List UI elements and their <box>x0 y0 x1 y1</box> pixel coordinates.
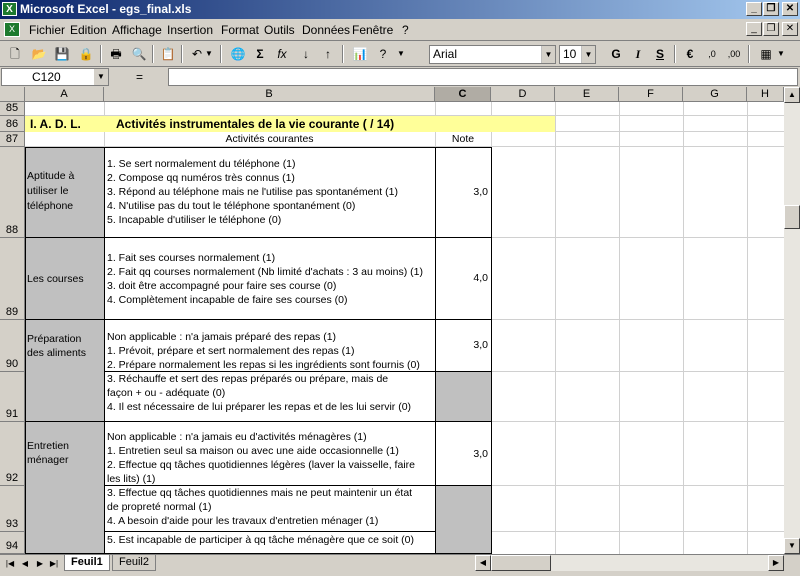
label-line: Aptitude à <box>27 170 75 182</box>
row-header-87[interactable] <box>0 132 25 147</box>
courses-items <box>107 251 423 307</box>
chevron-down-icon[interactable]: ▼ <box>541 46 555 63</box>
scroll-down-icon[interactable]: ▼ <box>784 538 800 554</box>
close-button[interactable]: ✕ <box>782 2 798 16</box>
row-header-94[interactable] <box>0 532 25 554</box>
autosum-icon[interactable]: Σ <box>256 47 264 61</box>
chevron-down-icon[interactable]: ▼ <box>94 69 108 85</box>
item-line: 5. Incapable d'utiliser le téléphone (0) <box>107 214 282 226</box>
font-size-select[interactable] <box>559 45 596 64</box>
item-line: 1. Prévoit, prépare et sert normalement des repas (1) <box>107 345 355 357</box>
menage-note-gray-cell[interactable] <box>435 485 492 554</box>
decrease-decimal-icon[interactable]: ,00 <box>727 49 741 59</box>
bold-icon[interactable]: G <box>611 47 621 61</box>
chart-wizard-icon[interactable]: 📊 <box>352 47 368 61</box>
item-line: façon + ou - adéquate (0) <box>107 387 226 399</box>
doc-close-button[interactable]: ✕ <box>782 22 798 36</box>
telephone-items <box>107 157 398 227</box>
label-line: ménager <box>27 454 69 466</box>
undo-icon[interactable]: ↶ <box>191 47 203 61</box>
courses-note: 4,0 <box>473 272 488 284</box>
font-size-value: 10 <box>563 47 577 61</box>
column-header-g[interactable]: G <box>683 87 747 102</box>
column-header-d[interactable]: D <box>491 87 555 102</box>
item-line: les lits) (1) <box>107 473 156 485</box>
horizontal-scrollbar[interactable] <box>475 555 784 571</box>
menu-donnees[interactable]: Données <box>302 23 351 37</box>
row-number: 94 <box>5 540 19 552</box>
menu-outils[interactable]: Outils <box>264 23 295 37</box>
item-line: 3. doit être accompagné pour faire ses course (0) <box>107 280 337 292</box>
doc-minimize-button[interactable]: _ <box>746 22 762 36</box>
vertical-scrollbar[interactable] <box>784 87 800 554</box>
separator <box>342 45 344 63</box>
item-line: 3. Effectue qq tâches quotidiennes mais ne peut maintenir un état <box>107 487 413 499</box>
help-icon[interactable]: ? <box>379 47 387 61</box>
separator <box>220 45 222 63</box>
item-line: de propreté normal (1) <box>107 501 212 513</box>
tab-feuil1[interactable]: Feuil1 <box>64 555 110 571</box>
save-icon[interactable]: 💾 <box>54 47 70 61</box>
row-number: 91 <box>5 408 19 420</box>
menu-help[interactable]: ? <box>402 23 409 37</box>
row-header-88[interactable] <box>0 147 25 238</box>
item-line: 1. Se sert normalement du téléphone (1) <box>107 158 296 170</box>
menage-label <box>27 439 69 467</box>
repas-note-gray-cell[interactable] <box>435 371 492 422</box>
label-line: téléphone <box>27 200 74 212</box>
separator <box>181 45 183 63</box>
borders-dropdown-icon[interactable]: ▼ <box>777 49 785 58</box>
item-line: 1. Fait ses courses normalement (1) <box>107 252 276 264</box>
permission-icon[interactable]: 🔒 <box>78 47 94 61</box>
activities-header[interactable]: Activités courantes <box>225 133 314 145</box>
excel-icon[interactable]: X <box>2 2 17 16</box>
item-line: 3. Réchauffe et sert des repas préparés ou prépare, mais de <box>107 373 389 385</box>
column-header-a[interactable]: A <box>25 87 104 102</box>
item-line: 4. N'utilise pas du tout le téléphone spontanément (0) <box>107 200 356 212</box>
last-sheet-icon[interactable]: ▶| <box>49 559 59 568</box>
gridline <box>619 102 620 554</box>
column-header-b[interactable]: B <box>104 87 435 102</box>
row-number: 93 <box>5 518 19 530</box>
row-number: 86 <box>5 118 19 130</box>
doc-restore-button[interactable]: ❐ <box>763 22 779 36</box>
font-name-value: Arial <box>433 47 458 61</box>
hscroll-thumb[interactable] <box>491 555 551 571</box>
note-header[interactable]: Note <box>451 133 475 145</box>
menu-insertion[interactable]: Insertion <box>167 23 214 37</box>
row-number: 85 <box>5 102 19 114</box>
borders-icon[interactable]: ▦ <box>760 47 772 61</box>
separator <box>100 45 102 63</box>
column-header-f[interactable]: F <box>619 87 683 102</box>
item-line: 4. A besoin d'aide pour les travaux d'entretien ménager (1) <box>107 515 379 527</box>
row-header-86[interactable] <box>0 116 25 132</box>
item-line: 1. Entretien seul sa maison ou avec une aide occasionnelle (1) <box>107 445 399 457</box>
paste-icon[interactable]: 📋 <box>160 47 176 61</box>
row-number: 90 <box>5 358 19 370</box>
select-all-button[interactable] <box>0 87 25 102</box>
euro-icon[interactable]: € <box>686 47 694 61</box>
repas-label <box>27 332 86 360</box>
gridline <box>683 102 684 554</box>
hyperlink-icon[interactable]: 🌐 <box>230 47 246 61</box>
minimize-button[interactable]: _ <box>746 2 762 16</box>
print-icon[interactable]: 🖶 <box>110 47 122 61</box>
worksheet-grid[interactable] <box>0 87 784 554</box>
name-box[interactable] <box>1 68 109 86</box>
item-line: 3. Répond au téléphone mais ne l'utilise pas spontanément (1) <box>107 186 398 198</box>
scroll-up-icon[interactable]: ▲ <box>784 87 800 103</box>
toolbar-options-icon[interactable]: ▼ <box>397 49 405 58</box>
scroll-left-icon[interactable]: ◀ <box>475 555 491 571</box>
item-line: 2. Fait qq courses normalement (Nb limité d'achats : 3 au moins) (1) <box>107 266 423 278</box>
workbook-icon[interactable]: X <box>4 22 20 37</box>
italic-icon[interactable]: I <box>635 47 641 61</box>
row-header-85[interactable] <box>0 102 25 116</box>
tab-feuil2[interactable]: Feuil2 <box>112 555 156 571</box>
separator <box>748 45 750 63</box>
next-sheet-icon[interactable]: ▶ <box>36 559 44 568</box>
telephone-label <box>27 169 74 214</box>
section-title[interactable]: Activités instrumentales de la vie courante ( / 14) <box>116 117 395 131</box>
column-header-h[interactable]: H <box>747 87 784 102</box>
separator <box>152 45 154 63</box>
row-number: 89 <box>5 306 19 318</box>
window-title: Microsoft Excel - egs_final.xls <box>20 2 192 16</box>
row-header-92[interactable] <box>0 422 25 486</box>
item-line: 2. Prépare normalement les repas si les ingrédients sont fournis (0) <box>107 359 420 371</box>
menu-fenetre[interactable]: Fenêtre <box>352 23 394 37</box>
courses-label: Les courses <box>27 273 84 285</box>
prev-sheet-icon[interactable]: ◀ <box>21 559 29 568</box>
row-header-90[interactable] <box>0 320 25 372</box>
sort-ascending-icon[interactable]: ↓ <box>303 47 309 61</box>
row-number: 87 <box>5 133 19 145</box>
item-line: Non applicable : n'a jamais eu d'activités ménagères (1) <box>107 431 367 443</box>
formula-equals: = <box>135 70 143 84</box>
function-icon[interactable]: fx <box>277 47 287 61</box>
repas-items-b <box>107 372 411 414</box>
increase-decimal-icon[interactable]: ,0 <box>708 49 716 59</box>
sheet-tab-bar <box>0 554 800 576</box>
sort-descending-icon[interactable]: ↑ <box>325 47 331 61</box>
label-line: Entretien <box>27 440 70 452</box>
column-header-c[interactable]: C <box>435 87 491 102</box>
formula-bar <box>0 67 800 87</box>
print-preview-icon[interactable]: 🔍 <box>131 47 147 61</box>
name-box-value: C120 <box>32 70 61 84</box>
row-number: 88 <box>5 224 19 236</box>
new-icon[interactable]: 🗋 <box>10 47 20 61</box>
underline-icon[interactable]: S <box>655 47 664 61</box>
undo-dropdown-icon[interactable]: ▼ <box>205 49 213 58</box>
scroll-thumb[interactable] <box>784 205 800 229</box>
gridline <box>555 102 556 554</box>
row-header-89[interactable] <box>0 238 25 320</box>
item-line: 4. Complètement incapable de faire ses courses (0) <box>107 294 348 306</box>
title-bar <box>0 0 800 19</box>
item-line: 4. Il est nécessaire de lui préparer les repas et de les lui servir (0) <box>107 401 412 413</box>
section-code[interactable]: I. A. D. L. <box>30 117 81 131</box>
row-number: 92 <box>5 472 19 484</box>
label-line: des aliments <box>27 347 86 359</box>
item-line: 2. Effectue qq tâches quotidiennes légères (laver la vaisselle, faire <box>107 459 415 471</box>
menu-bar <box>0 19 800 41</box>
row-header-93[interactable] <box>0 486 25 532</box>
menu-format[interactable]: Format <box>221 23 260 37</box>
first-sheet-icon[interactable]: |◀ <box>5 559 15 568</box>
toolbar <box>0 41 800 67</box>
row-header-91[interactable] <box>0 372 25 422</box>
formula-input[interactable] <box>168 68 798 86</box>
item-line: 2. Compose qq numéros très connus (1) <box>107 172 295 184</box>
chevron-down-icon[interactable]: ▼ <box>581 46 595 63</box>
item-line: Non applicable : n'a jamais préparé des repas (1) <box>107 331 337 343</box>
scroll-right-icon[interactable]: ▶ <box>768 555 784 571</box>
repas-items-a <box>107 330 420 372</box>
label-line: utiliser le <box>27 185 69 197</box>
open-icon[interactable]: 📂 <box>31 47 47 61</box>
label-line: Préparation <box>27 333 82 345</box>
menu-affichage[interactable]: Affichage <box>112 23 162 37</box>
separator <box>674 45 676 63</box>
menage-note: 3,0 <box>473 448 488 460</box>
repas-note: 3,0 <box>473 339 488 351</box>
gridline <box>747 102 748 554</box>
menage-items-a <box>107 430 415 486</box>
telephone-note: 3,0 <box>473 186 488 198</box>
menu-fichier[interactable]: Fichier <box>29 23 66 37</box>
menage-items-b <box>107 486 412 528</box>
font-name-select[interactable] <box>429 45 556 64</box>
restore-button[interactable]: ❐ <box>763 2 779 16</box>
menage-items-c: 5. Est incapable de participer à qq tâche ménagère que ce soit (0) <box>107 534 415 546</box>
column-header-e[interactable]: E <box>555 87 619 102</box>
menu-edition[interactable]: Edition <box>70 23 107 37</box>
